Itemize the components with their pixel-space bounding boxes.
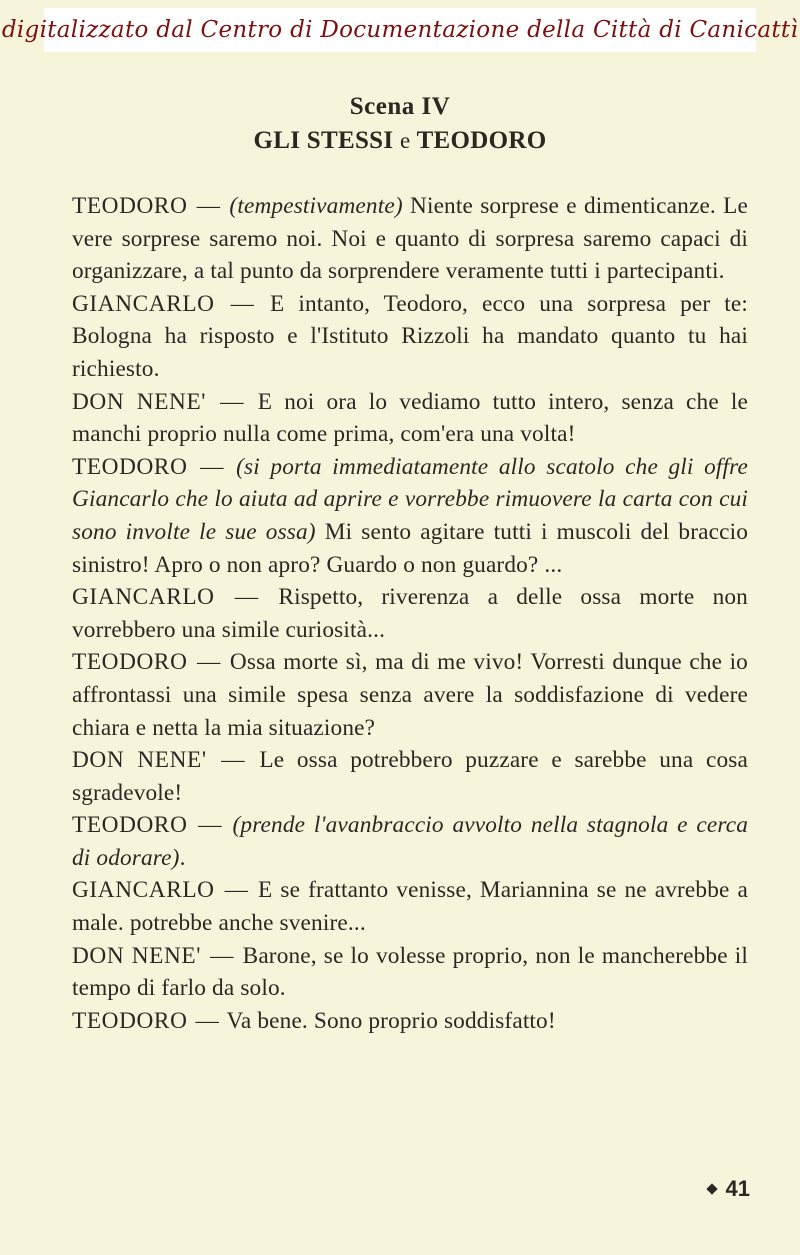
dialogue-text: Le ossa potrebbero puzzare e sarebbe una cosa sgradevole!: [72, 747, 748, 806]
diamond-icon: [706, 1183, 717, 1194]
speaker-dash: —: [200, 453, 224, 480]
dialogue-body: [72, 190, 748, 1037]
speaker-dash: —: [224, 877, 249, 904]
speaker-dash: —: [196, 649, 221, 676]
dialogue-line: [72, 581, 748, 646]
dialogue-line: [72, 288, 748, 386]
speaker-name: DON NENE': [72, 942, 202, 969]
banner-text: digitalizzato dal Centro di Documentazione della Città di Canicattì: [1, 17, 799, 43]
speaker-name: GIANCARLO: [72, 584, 215, 611]
speaker-name: TEODORO: [72, 1007, 188, 1034]
speaker-name: TEODORO: [72, 193, 188, 219]
dialogue-line: [72, 1005, 748, 1038]
characters-conjunction: e: [399, 128, 411, 153]
dialogue-line: [72, 646, 748, 744]
characters-second: TEODORO: [416, 127, 547, 154]
dialogue-line: [72, 809, 748, 874]
speaker-name: DON NENE': [72, 388, 207, 415]
stage-direction: (si porta immediatamente allo scatolo che gli offre Giancarlo che lo aiuta ad aprire e vorrebbe rimuovere la carta con cui sono involte le sue ossa): [72, 453, 749, 545]
dialogue-line: [72, 190, 748, 288]
speaker-dash: —: [210, 942, 234, 969]
dialogue-text: .: [179, 844, 186, 871]
speaker-name: TEODORO: [72, 453, 188, 480]
speaker-dash: —: [220, 388, 244, 415]
stage-direction: (tempestivamente): [229, 193, 403, 219]
dialogue-line: [72, 386, 748, 451]
speaker-dash: —: [195, 1007, 219, 1034]
speaker-dash: —: [198, 812, 222, 839]
page-number: 41: [725, 1176, 750, 1201]
dialogue-text: Rispetto, riverenza a delle ossa morte non vorrebbero una simile curiosità...: [72, 584, 748, 643]
speaker-name: TEODORO: [72, 812, 188, 839]
dialogue-text: Niente sorprese e dimenticanze. Le vere sorprese saremo noi. Noi e quanto di sorpresa saremo capaci di organizzare, a tal punto da sorprendere veramente tutti i partecipanti.: [72, 193, 748, 285]
scene-characters: [0, 127, 800, 155]
dialogue-text: Ossa morte sì, ma di me vivo! Vorresti dunque che io affrontassi una simile spesa senza avere la soddisfazione di vedere chiara e netta la mia situazione?: [72, 649, 748, 741]
dialogue-text: Va bene. Sono proprio soddisfatto!: [226, 1007, 556, 1034]
dialogue-text: E intanto, Teodoro, ecco una sorpresa per te: Bologna ha risposto e l'Istituto Rizzoli ha mandato quanto tu hai richiesto.: [72, 290, 748, 382]
characters-first: GLI STESSI: [253, 127, 394, 154]
dialogue-text: E se frattanto venisse, Mariannina se ne avrebbe a male. potrebbe anche svenire...: [72, 877, 748, 937]
speaker-dash: —: [234, 584, 259, 611]
speaker-name: TEODORO: [72, 649, 188, 676]
dialogue-text: Mi sento agitare tutti i muscoli del braccio sinistro! Apro o non apro? Guardo o non guardo? ...: [72, 518, 748, 578]
dialogue-text: Barone, se lo volesse proprio, non le mancherebbe il tempo di farlo da solo.: [72, 942, 748, 1002]
speaker-dash: —: [221, 747, 245, 774]
speaker-name: GIANCARLO: [72, 877, 215, 904]
dialogue-line: [72, 874, 748, 939]
speaker-dash: —: [196, 193, 221, 219]
digitization-banner: [1, 8, 799, 52]
speaker-name: GIANCARLO: [72, 290, 215, 317]
speaker-name: DON NENE': [72, 747, 207, 774]
scene-title: Scena IV: [349, 93, 451, 120]
dialogue-line: [72, 744, 748, 809]
stage-direction: (prende l'avanbraccio avvolto nella stagnola e cerca di odorare): [72, 812, 749, 871]
page-footer: [708, 1176, 750, 1202]
speaker-dash: —: [230, 290, 255, 317]
dialogue-line: [72, 451, 748, 581]
dialogue-line: [72, 940, 748, 1005]
dialogue-text: E noi ora lo vediamo tutto intero, senza che le manchi proprio nulla come prima, com'era una volta!: [72, 388, 748, 448]
